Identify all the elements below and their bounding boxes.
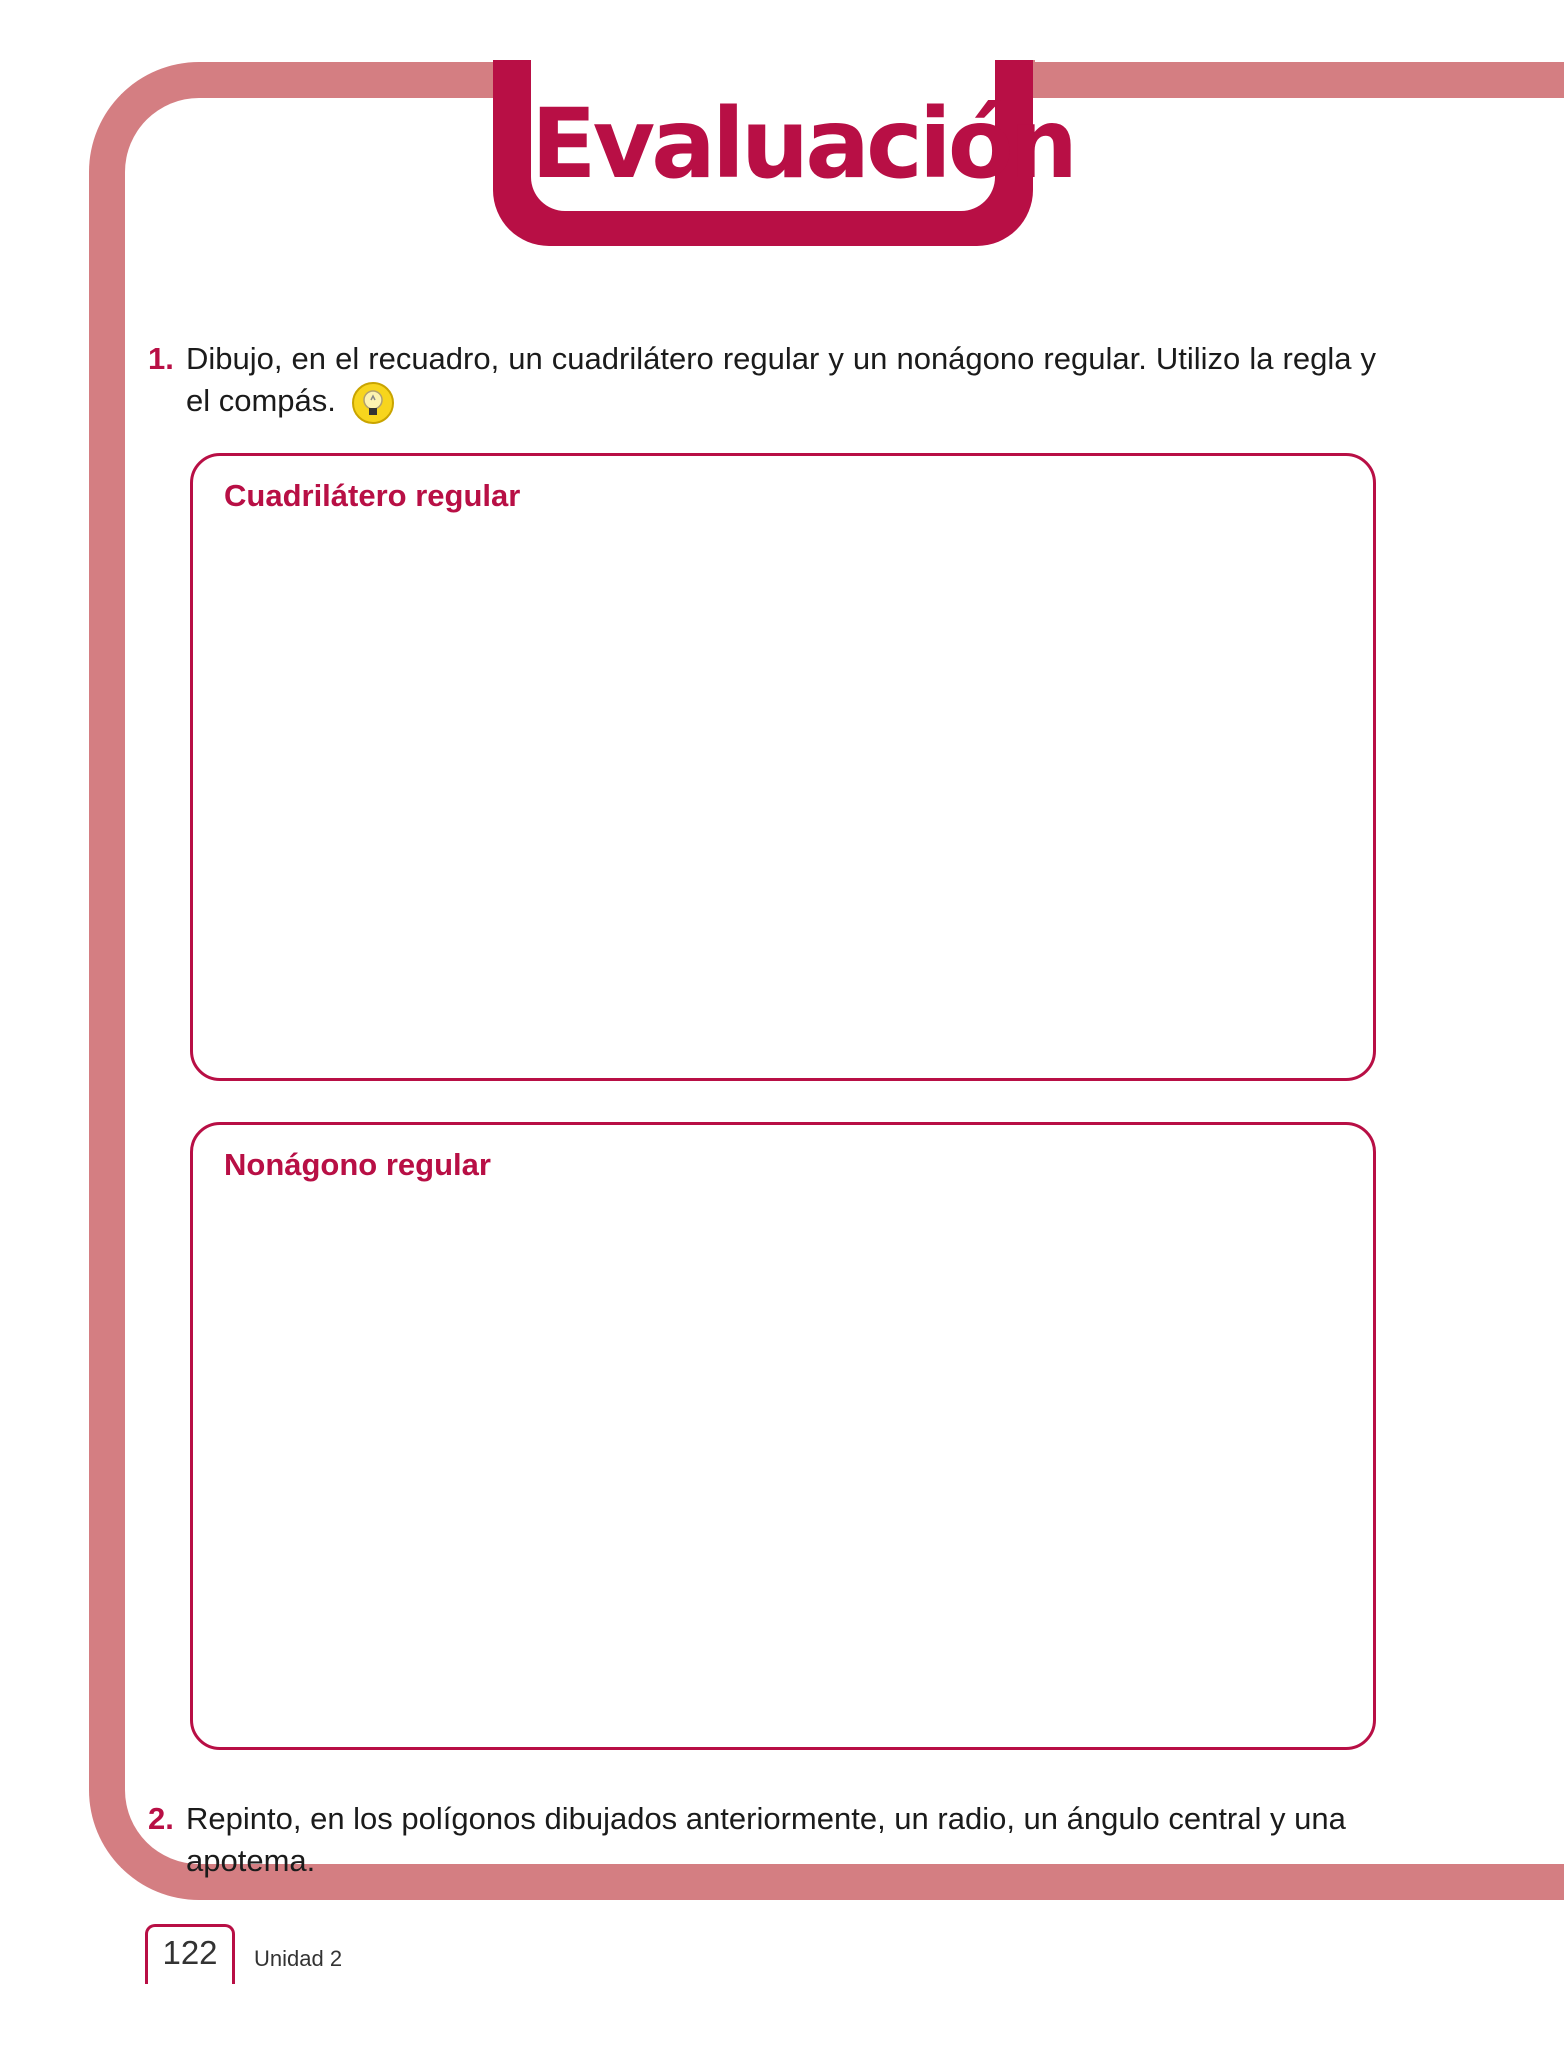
box-label-cuadrilatero: Cuadrilátero regular bbox=[224, 478, 521, 513]
question-2 bbox=[148, 1798, 1376, 1882]
question-1-text: Dibujo, en el recuadro, un cuadrilátero regular y un nonágono regular. Utilizo la regla y el compás. bbox=[186, 341, 1376, 418]
page-title: Evaluación bbox=[531, 88, 1075, 200]
question-1 bbox=[148, 338, 1376, 425]
lightbulb-icon bbox=[351, 381, 395, 425]
question-1-number: 1. bbox=[148, 341, 174, 376]
drawing-box-nonagono[interactable] bbox=[190, 1122, 1376, 1750]
frame-top-edge bbox=[1557, 62, 1564, 98]
question-2-text: Repinto, en los polígonos dibujados anteriormente, un radio, un ángulo central y una apotema. bbox=[186, 1801, 1346, 1878]
drawing-box-cuadrilatero[interactable] bbox=[190, 453, 1376, 1081]
box-label-nonagono: Nonágono regular bbox=[224, 1147, 491, 1182]
frame-bottom-edge bbox=[1557, 1864, 1564, 1900]
page-number: 122 bbox=[162, 1934, 218, 1971]
unit-label: Unidad 2 bbox=[254, 1946, 343, 1971]
question-2-number: 2. bbox=[148, 1801, 174, 1836]
